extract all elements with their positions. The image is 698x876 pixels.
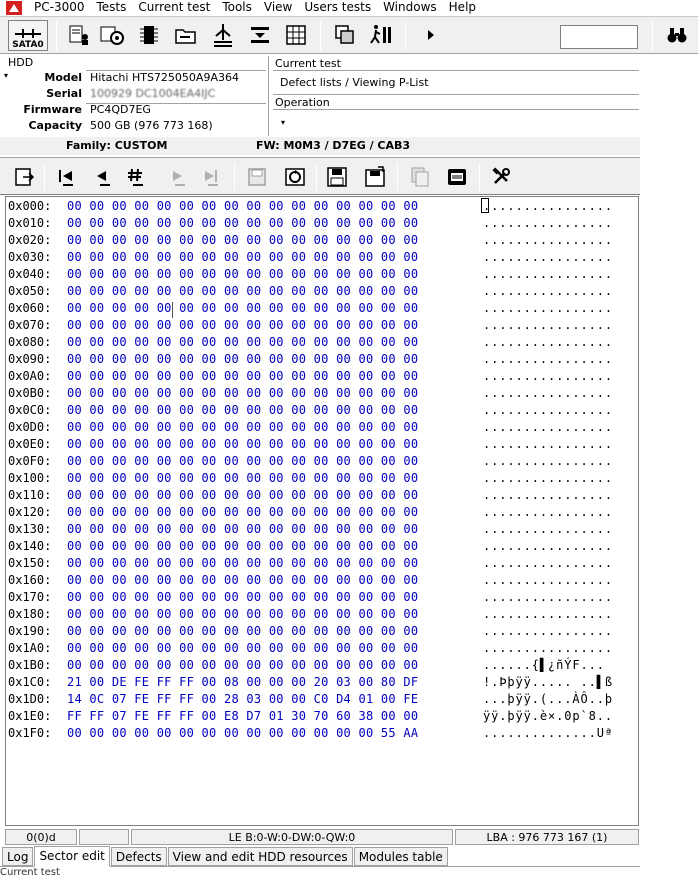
hex-row-address: 0x150:	[8, 556, 52, 570]
tools-button[interactable]	[486, 162, 516, 192]
menu-current-test[interactable]: Current test	[138, 0, 211, 14]
divider	[273, 70, 639, 71]
hex-row[interactable]	[6, 725, 638, 742]
hdd-model-row	[0, 71, 268, 87]
skip-first-icon	[55, 166, 77, 188]
gear-drive-icon	[99, 23, 125, 47]
hex-row-ascii[interactable]: ................	[483, 318, 613, 332]
hex-row-ascii[interactable]: ................	[483, 386, 613, 400]
toolbar-separator	[397, 163, 398, 191]
refresh-drive-icon	[283, 165, 307, 189]
hex-row-address: 0x1C0:	[8, 675, 52, 689]
copy-icon	[408, 165, 432, 189]
hex-row-ascii[interactable]: ................	[483, 250, 613, 264]
menu-app-name[interactable]: PC-3000	[34, 0, 85, 14]
model-label: Model	[44, 71, 82, 84]
hex-row[interactable]	[6, 453, 638, 470]
hex-row-address: 0x100:	[8, 471, 52, 485]
sata-connector-icon	[13, 26, 43, 40]
hex-row-address: 0x090:	[8, 352, 52, 366]
current-test-panel	[268, 56, 640, 136]
previous-sector-button[interactable]	[88, 162, 118, 192]
drive-settings-button[interactable]	[97, 20, 127, 50]
skip-last-icon	[200, 166, 222, 188]
serial-value: 100929 DC1004EA4IJC	[90, 87, 216, 100]
family-text: Family: CUSTOM	[66, 139, 168, 152]
hdd-firmware-row	[0, 103, 268, 119]
hdd-capacity-row	[0, 119, 268, 135]
current-test-title: Current test	[275, 57, 341, 70]
hex-row[interactable]	[6, 436, 638, 453]
main-toolbar	[0, 16, 698, 54]
toolbar-separator	[234, 163, 235, 191]
hex-row-address: 0x0D0:	[8, 420, 52, 434]
tab-hdd-resources[interactable]: View and edit HDD resources	[168, 847, 353, 866]
folder-icon	[174, 24, 198, 46]
hex-row-ascii[interactable]: ................	[483, 590, 613, 604]
hex-row-bytes[interactable]: 00 00 00 00 00 00 00 00 00 00 00 00 00 00 00 00	[67, 471, 419, 485]
hex-row-ascii[interactable]: ................	[483, 505, 613, 519]
status-bar	[5, 829, 639, 845]
hex-row[interactable]	[6, 368, 638, 385]
family-bar	[0, 137, 640, 155]
hex-row-ascii[interactable]: ................	[483, 556, 613, 570]
capacity-label: Capacity	[28, 119, 82, 132]
hex-row-bytes[interactable]: 00 00 00 00 00 00 00 00 00 00 00 00 00 00 00 00	[67, 352, 419, 366]
hex-row-bytes[interactable]: 00 00 00 00 00 00 00 00 00 00 00 00 00 00 00 00	[67, 607, 419, 621]
hex-row-bytes[interactable]: 00 00 00 00 00 00 00 00 00 00 00 00 00 00 00 00	[67, 267, 419, 281]
open-folder-button[interactable]	[171, 20, 201, 50]
hex-row[interactable]	[6, 657, 638, 674]
hex-row-ascii[interactable]: ................	[483, 573, 613, 587]
hex-row-ascii[interactable]: ................	[483, 454, 613, 468]
hex-row[interactable]	[6, 334, 638, 351]
hdd-dropdown-arrow-icon[interactable]: ▾	[4, 71, 9, 80]
hex-row-address: 0x190:	[8, 624, 52, 638]
hex-row-ascii[interactable]: ................	[483, 369, 613, 383]
exit-door-icon	[13, 166, 35, 188]
operation-title: Operation	[275, 96, 330, 109]
hex-row-bytes[interactable]: 00 00 00 00 00 00 00 00 00 00 00 00 00 00 00 00	[67, 233, 419, 247]
status-empty-cell	[79, 829, 129, 845]
refresh-sector-button[interactable]	[280, 162, 310, 192]
hex-row-bytes[interactable]: 00 00 00 00 00 00 00 00 00 00 00 00 00 00 00 00	[67, 335, 419, 349]
hex-row-ascii[interactable]: ................	[483, 284, 613, 298]
first-sector-button[interactable]	[51, 162, 81, 192]
menu-tools[interactable]: Tools	[222, 0, 252, 14]
head-stack-icon	[211, 22, 235, 48]
hex-row-ascii[interactable]: ................	[483, 267, 613, 281]
hex-row-ascii[interactable]: ......{▌¿ñÝF...	[483, 658, 605, 672]
firmware-value: PC4QD7EG	[90, 103, 151, 116]
hex-row-bytes[interactable]: 14 0C 07 FE FF FF 00 28 03 00 00 C0 D4 01 00 FE	[67, 692, 419, 706]
hex-row-ascii[interactable]: ÿÿ.þÿÿ.è×.0p`8..	[483, 709, 613, 723]
hex-row[interactable]	[6, 249, 638, 266]
binoculars-icon	[666, 25, 688, 45]
step-back-icon	[92, 166, 114, 188]
toolbar-separator	[652, 21, 653, 51]
surface-test-button[interactable]	[245, 20, 275, 50]
copy-window-button[interactable]	[330, 20, 360, 50]
menu-windows[interactable]: Windows	[383, 0, 437, 14]
hdd-group-title: HDD	[8, 56, 34, 69]
hex-row-bytes[interactable]: 00 00 00 00 00 00 00 00 00 00 00 00 00 00 00 00	[67, 573, 419, 587]
hex-row-address: 0x0F0:	[8, 454, 52, 468]
chip-icon	[138, 23, 160, 47]
hex-row-address: 0x010:	[8, 216, 52, 230]
toolbar-separator	[56, 21, 57, 51]
hex-row-bytes[interactable]: 00 00 00 00 00 00 00 00 00 00 00 00 00 00 00 00	[67, 284, 419, 298]
hex-row-address: 0x000:	[8, 199, 52, 213]
hex-row-ascii[interactable]: ................	[483, 539, 613, 553]
hex-row-bytes[interactable]: 00 00 00 00 00 00 00 00 00 00 00 00 00 00 00 00	[67, 658, 419, 672]
windows-stack-icon	[333, 23, 357, 47]
menu-tests[interactable]: Tests	[96, 0, 127, 14]
hex-row-address: 0x1F0:	[8, 726, 52, 740]
tests-log-button[interactable]	[64, 20, 94, 50]
hex-row[interactable]	[6, 623, 638, 640]
firmware-label: Firmware	[23, 103, 82, 116]
hex-row-ascii[interactable]: ................	[483, 352, 613, 366]
hex-row-address: 0x0B0:	[8, 386, 52, 400]
hex-row-ascii[interactable]: ................	[483, 233, 613, 247]
hex-row-ascii[interactable]: ................	[483, 607, 613, 621]
hex-row[interactable]	[6, 555, 638, 572]
sata-port-button[interactable]	[8, 20, 48, 51]
tab-modules-table[interactable]: Modules table	[354, 847, 448, 866]
status-lba: LBA : 976 773 167 (1)	[455, 829, 639, 845]
hex-row[interactable]	[6, 266, 638, 283]
hex-row-address: 0x020:	[8, 233, 52, 247]
table-view-button[interactable]	[281, 20, 311, 50]
model-value: Hitachi HTS725050A9A364	[90, 71, 239, 84]
hex-row-ascii[interactable]: ................	[483, 403, 613, 417]
hash-icon	[125, 166, 147, 188]
hex-row-address: 0x070:	[8, 318, 52, 332]
hex-row-ascii[interactable]: ................	[483, 420, 613, 434]
hex-row-address: 0x080:	[8, 335, 52, 349]
hex-row-ascii[interactable]: ................	[483, 216, 613, 230]
hex-row-bytes[interactable]: 00 00 00 00 00 00 00 00 00 00 00 00 00 00 00 00	[67, 539, 419, 553]
hex-row-bytes[interactable]: 00 00 00 00 00 00 00 00 00 00 00 00 00 00 00 00	[67, 318, 419, 332]
sector-editor-toolbar	[0, 157, 640, 195]
firmware-family-text: FW: M0M3 / D7EG / CAB3	[256, 139, 411, 152]
hex-row-address: 0x180:	[8, 607, 52, 621]
serial-label: Serial	[46, 87, 82, 100]
hex-row-bytes[interactable]: 00 00 00 00 00 00 00 00 00 00 00 00 00 00 00 00	[67, 403, 419, 417]
hex-row[interactable]	[6, 232, 638, 249]
hex-row[interactable]	[6, 640, 638, 657]
hex-row-address: 0x030:	[8, 250, 52, 264]
hex-row[interactable]	[6, 504, 638, 521]
hex-row-ascii[interactable]: ................	[483, 199, 613, 213]
next-sector-button[interactable]	[163, 162, 193, 192]
hex-row-address: 0x170:	[8, 590, 52, 604]
hex-row-bytes[interactable]: FF FF 07 FE FF FF 00 E8 D7 01 30 70 60 38 00 00	[67, 709, 419, 723]
hex-row-bytes[interactable]: 00 00 00 00 00 00 00 00 00 00 00 00 00 00 00 00	[67, 301, 419, 315]
hex-row[interactable]	[6, 351, 638, 368]
run-utility-button[interactable]	[365, 20, 395, 50]
load-from-file-button[interactable]	[360, 162, 390, 192]
hex-row-ascii[interactable]: ................	[483, 301, 613, 315]
people-docs-icon	[67, 23, 91, 47]
status-position: 0(0)d	[5, 829, 77, 845]
hex-row-address: 0x060:	[8, 301, 52, 315]
hex-editor[interactable]	[5, 196, 639, 826]
last-sector-button[interactable]	[196, 162, 226, 192]
hex-row-address: 0x1B0:	[8, 658, 52, 672]
tab-defects[interactable]: Defects	[111, 847, 167, 866]
hex-row[interactable]	[6, 487, 638, 504]
hex-row[interactable]	[6, 402, 638, 419]
load-file-icon	[363, 165, 387, 189]
hex-row-bytes[interactable]: 00 00 00 00 00 00 00 00 00 00 00 00 00 00 00 00	[67, 505, 419, 519]
toolbar-separator	[479, 163, 480, 191]
hex-row-bytes[interactable]: 00 00 00 00 00 00 00 00 00 00 00 00 00 00 00 00	[67, 641, 419, 655]
play-icon	[424, 27, 438, 43]
floppy-icon	[246, 166, 268, 188]
play-button[interactable]	[416, 20, 446, 50]
exit-editor-button[interactable]	[9, 162, 39, 192]
hex-row-ascii[interactable]: ................	[483, 335, 613, 349]
hex-row-bytes[interactable]: 00 00 00 00 00 00 00 00 00 00 00 00 00 00 00 00	[67, 386, 419, 400]
hdd-info-panel	[0, 55, 268, 137]
hex-row-address: 0x110:	[8, 488, 52, 502]
hex-row[interactable]	[6, 572, 638, 589]
hex-row-ascii[interactable]: ................	[483, 624, 613, 638]
hex-row[interactable]	[6, 521, 638, 538]
hex-row-address: 0x0E0:	[8, 437, 52, 451]
menu-users-tests[interactable]: Users tests	[304, 0, 372, 14]
hex-row-address: 0x050:	[8, 284, 52, 298]
hex-row-bytes[interactable]: 00 00 00 00 00 00 00 00 00 00 00 00 00 00 00 00	[67, 199, 419, 213]
grid-icon	[284, 23, 308, 47]
search-button[interactable]	[662, 20, 692, 50]
hex-row-ascii[interactable]: ................	[483, 488, 613, 502]
hex-row-bytes[interactable]: 00 00 00 00 00 00 00 00 00 00 00 00 00 00 00 00	[67, 250, 419, 264]
hex-row-ascii[interactable]: ..............Uª	[483, 726, 613, 740]
hex-row-address: 0x0A0:	[8, 369, 52, 383]
hex-row[interactable]	[6, 589, 638, 606]
hex-row-bytes[interactable]: 00 00 00 00 00 00 00 00 00 00 00 00 00 00 00 00	[67, 488, 419, 502]
hex-row[interactable]	[6, 317, 638, 334]
hex-row-bytes[interactable]: 00 00 00 00 00 00 00 00 00 00 00 00 00 00 00 00	[67, 369, 419, 383]
save-to-file-button[interactable]	[322, 162, 352, 192]
toolbar-combo-box[interactable]	[560, 25, 638, 49]
hammer-wrench-icon	[490, 166, 512, 188]
hex-row[interactable]	[6, 419, 638, 436]
hex-row[interactable]	[6, 538, 638, 555]
toolbar-separator	[44, 163, 45, 191]
step-forward-icon	[167, 166, 189, 188]
hex-row-address: 0x1D0:	[8, 692, 52, 706]
hex-row[interactable]	[6, 708, 638, 725]
goto-sector-button[interactable]	[121, 162, 151, 192]
divider	[273, 109, 639, 110]
sata-port-label: SATA0	[12, 40, 44, 50]
hex-row-ascii[interactable]: !.Þþÿÿ..... ..▌ß	[483, 675, 613, 689]
copy-buffer-button[interactable]	[405, 162, 435, 192]
hex-row-bytes[interactable]: 00 00 00 00 00 00 00 00 00 00 00 00 00 00 55 AA	[67, 726, 419, 740]
platter-icon	[248, 23, 272, 47]
hex-row-bytes[interactable]: 00 00 00 00 00 00 00 00 00 00 00 00 00 00 00 00	[67, 556, 419, 570]
hex-row-address: 0x120:	[8, 505, 52, 519]
hex-row-bytes[interactable]: 00 00 00 00 00 00 00 00 00 00 00 00 00 00 00 00	[67, 216, 419, 230]
hex-row[interactable]	[6, 674, 638, 691]
hex-row-bytes[interactable]: 00 00 00 00 00 00 00 00 00 00 00 00 00 00 00 00	[67, 624, 419, 638]
hex-row-address: 0x160:	[8, 573, 52, 587]
toolbar-separator	[405, 21, 406, 51]
hex-row-address: 0x1A0:	[8, 641, 52, 655]
hex-row-ascii[interactable]: ................	[483, 522, 613, 536]
hex-row-ascii[interactable]: ................	[483, 471, 613, 485]
save-sector-button[interactable]	[242, 162, 272, 192]
hex-row-bytes[interactable]: 00 00 00 00 00 00 00 00 00 00 00 00 00 00 00 00	[67, 437, 419, 451]
current-test-value: Defect lists / Viewing P-List	[280, 76, 429, 89]
menu-help[interactable]: Help	[448, 0, 477, 14]
hex-row-address: 0x040:	[8, 267, 52, 281]
hex-row-address: 0x0C0:	[8, 403, 52, 417]
toolbar-separator	[316, 163, 317, 191]
hex-row[interactable]	[6, 606, 638, 623]
tab-log[interactable]: Log	[2, 847, 33, 866]
runner-icon	[367, 23, 393, 47]
operation-dropdown-arrow-icon[interactable]: ▾	[281, 118, 286, 127]
menu-bar	[0, 0, 698, 15]
hex-row-ascii[interactable]: ................	[483, 437, 613, 451]
hex-row-bytes[interactable]: 21 00 DE FE FF FF 00 08 00 00 00 20 03 00 80 DF	[67, 675, 419, 689]
chip-button[interactable]	[134, 20, 164, 50]
hex-row[interactable]	[6, 300, 638, 317]
head-test-button[interactable]	[208, 20, 238, 50]
hex-row-address: 0x1E0:	[8, 709, 52, 723]
hex-row-ascii[interactable]: ................	[483, 641, 613, 655]
hex-row[interactable]	[6, 470, 638, 487]
hex-row-bytes[interactable]: 00 00 00 00 00 00 00 00 00 00 00 00 00 00 00 00	[67, 454, 419, 468]
hdd-serial-row	[0, 87, 268, 103]
hex-row-ascii[interactable]: ...þÿÿ.(...ÀÔ..þ	[483, 692, 613, 706]
divider	[273, 94, 639, 95]
hex-row[interactable]	[6, 385, 638, 402]
dump-view-button[interactable]	[442, 162, 472, 192]
tab-sector-edit[interactable]: Sector edit	[34, 846, 109, 867]
save-file-icon	[325, 165, 349, 189]
hex-row[interactable]	[6, 215, 638, 232]
bottom-panel-title: Current test	[0, 867, 60, 876]
hex-row-address: 0x140:	[8, 539, 52, 553]
hex-row-bytes[interactable]: 00 00 00 00 00 00 00 00 00 00 00 00 00 00 00 00	[67, 420, 419, 434]
toolbar-separator	[320, 21, 321, 51]
hex-row[interactable]	[6, 283, 638, 300]
capacity-value: 500 GB (976 773 168)	[90, 119, 213, 132]
app-logo-icon	[6, 1, 22, 15]
hex-row[interactable]	[6, 691, 638, 708]
hex-row-bytes[interactable]: 00 00 00 00 00 00 00 00 00 00 00 00 00 00 00 00	[67, 522, 419, 536]
menu-view[interactable]: View	[263, 0, 293, 14]
bottom-tabs	[2, 847, 449, 867]
status-counters: LE B:0-W:0-DW:0-QW:0	[131, 829, 453, 845]
hex-row-bytes[interactable]: 00 00 00 00 00 00 00 00 00 00 00 00 00 00 00 00	[67, 590, 419, 604]
printer-icon	[445, 165, 469, 189]
hex-row[interactable]	[6, 198, 638, 215]
hex-row-address: 0x130:	[8, 522, 52, 536]
